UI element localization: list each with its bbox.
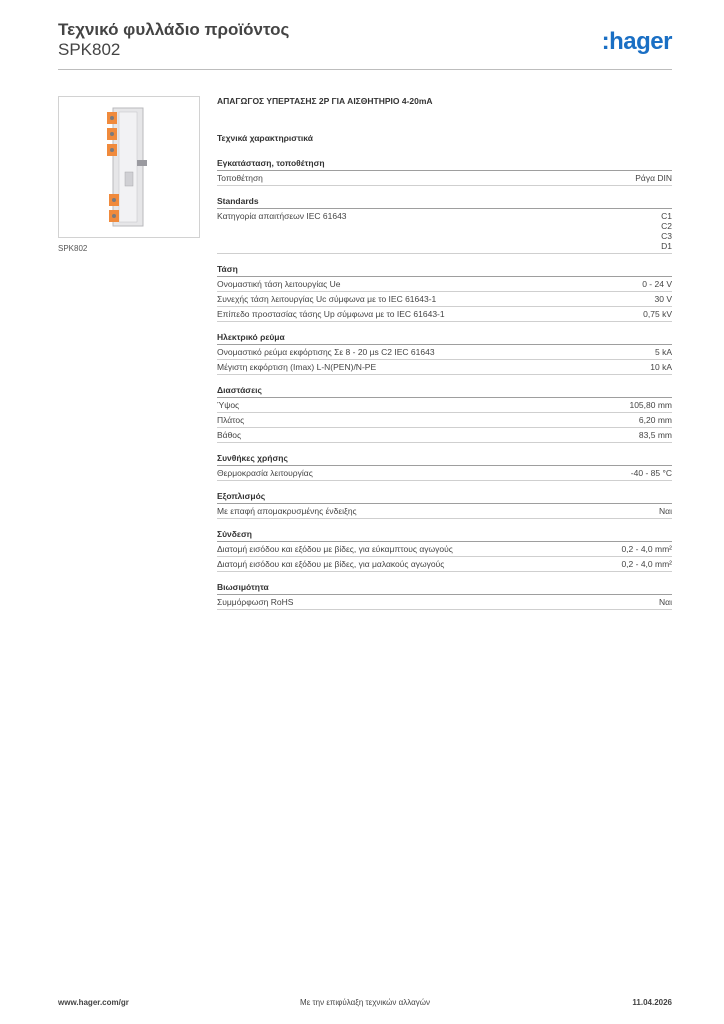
spec-label: Μέγιστη εκφόρτιση (Imax) L-N(PEN)/N-PE xyxy=(217,362,377,372)
section-title: Σύνδεση xyxy=(217,529,672,542)
spec-row xyxy=(217,171,672,186)
spec-label: Κατηγορία απαιτήσεων IEC 61643 xyxy=(217,211,347,221)
spec-row xyxy=(217,209,672,254)
spec-value: Ναι xyxy=(659,506,672,516)
spec-row xyxy=(217,292,672,307)
spec-label: Διατομή εισόδου και εξόδου με βίδες, για μαλακούς αγωγούς xyxy=(217,559,445,569)
spec-label: Ύψος xyxy=(217,400,240,410)
spec-value: 10 kA xyxy=(650,362,672,372)
product-image-caption: SPK802 xyxy=(58,244,88,253)
spec-row xyxy=(217,504,672,519)
spec-section-sustainability xyxy=(217,582,672,610)
spec-value: Ράγα DIN xyxy=(635,173,672,183)
spec-section-voltage xyxy=(217,264,672,322)
spec-section-standards xyxy=(217,196,672,254)
spec-section-dimensions xyxy=(217,385,672,443)
spec-row xyxy=(217,345,672,360)
spec-row xyxy=(217,466,672,481)
spec-value: 30 V xyxy=(654,294,672,304)
spec-row xyxy=(217,557,672,572)
section-title: Βιωσιμότητα xyxy=(217,582,672,595)
din-rail-surge-protector-image xyxy=(99,102,159,232)
spec-row xyxy=(217,542,672,557)
spec-label: Ονομαστικό ρεύμα εκφόρτισης Σε 8 - 20 µs C2 IEC 61643 xyxy=(217,347,435,357)
logo-text: hager xyxy=(609,28,672,55)
spec-value: 83,5 mm xyxy=(638,430,672,440)
spec-value: D1 xyxy=(661,241,672,251)
section-title: Συνθήκες χρήσης xyxy=(217,453,672,466)
section-title: Ηλεκτρικό ρεύμα xyxy=(217,332,672,345)
spec-row xyxy=(217,360,672,375)
product-description: ΑΠΑΓΩΓΟΣ ΥΠΕΡΤΑΣΗΣ 2P ΓΙΑ ΑΙΣΘΗΤΗΡΙΟ 4-20mA xyxy=(217,96,433,106)
spec-section-current xyxy=(217,332,672,375)
spec-label: Πλάτος xyxy=(217,415,245,425)
footer-website-link[interactable]: www.hager.com/gr xyxy=(58,998,129,1007)
spec-value: 5 kA xyxy=(654,347,672,357)
spec-row xyxy=(217,413,672,428)
page-header xyxy=(58,20,672,70)
spec-label: Επίπεδο προστασίας τάσης Up σύμφωνα με το IEC 61643-1 xyxy=(217,309,445,319)
spec-value: 6,20 mm xyxy=(638,415,672,425)
spec-row xyxy=(217,277,672,292)
spec-label: Βάθος xyxy=(217,430,242,440)
section-title: Εγκατάσταση, τοποθέτηση xyxy=(217,158,672,171)
spec-value: 0 - 24 V xyxy=(642,279,672,289)
spec-row xyxy=(217,307,672,322)
footer-notice: Με την επιφύλαξη τεχνικών αλλαγών xyxy=(300,998,430,1007)
spec-content xyxy=(217,96,672,620)
spec-label: Θερμοκρασία λειτουργίας xyxy=(217,468,313,478)
footer-date: 11.04.2026 xyxy=(632,998,672,1007)
spec-value: 105,80 mm xyxy=(629,400,672,410)
spec-value: -40 - 85 °C xyxy=(630,468,672,478)
header-divider xyxy=(58,69,672,70)
section-title: Τάση xyxy=(217,264,672,277)
spec-label: Ονομαστική τάση λειτουργίας Ue xyxy=(217,279,341,289)
spec-value-list xyxy=(661,211,672,251)
tech-characteristics-heading: Τεχνικά χαρακτηριστικά xyxy=(217,133,313,143)
logo-dots-icon: : xyxy=(601,28,610,55)
spec-value: Ναι xyxy=(659,597,672,607)
product-code: SPK802 xyxy=(58,40,121,59)
section-title: Διαστάσεις xyxy=(217,385,672,398)
section-title: Standards xyxy=(217,196,672,209)
spec-section-conditions xyxy=(217,453,672,481)
document-title: Τεχνικό φυλλάδιο προϊόντος xyxy=(58,20,290,39)
product-image-frame xyxy=(58,96,200,238)
spec-value: 0,75 kV xyxy=(643,309,672,319)
spec-section-equipment xyxy=(217,491,672,519)
spec-section-connection xyxy=(217,529,672,572)
spec-label: Διατομή εισόδου και εξόδου με βίδες, για εύκαμπτους αγωγούς xyxy=(217,544,453,554)
hager-logo xyxy=(602,28,672,56)
spec-value: C2 xyxy=(661,221,672,231)
spec-value: C3 xyxy=(661,231,672,241)
spec-row xyxy=(217,595,672,610)
spec-value: 0,2 - 4,0 mm² xyxy=(621,559,672,569)
spec-label: Με επαφή απομακρυσμένης ένδειξης xyxy=(217,506,357,516)
spec-label: Συνεχής τάση λειτουργίας Uc σύμφωνα με το IEC 61643-1 xyxy=(217,294,437,304)
spec-label: Τοποθέτηση xyxy=(217,173,263,183)
spec-row xyxy=(217,428,672,443)
spec-value: C1 xyxy=(661,211,672,221)
spec-row xyxy=(217,398,672,413)
section-title: Εξοπλισμός xyxy=(217,491,672,504)
spec-value: 0,2 - 4,0 mm² xyxy=(621,544,672,554)
spec-label: Συμμόρφωση RoHS xyxy=(217,597,294,607)
spec-section-installation xyxy=(217,158,672,186)
